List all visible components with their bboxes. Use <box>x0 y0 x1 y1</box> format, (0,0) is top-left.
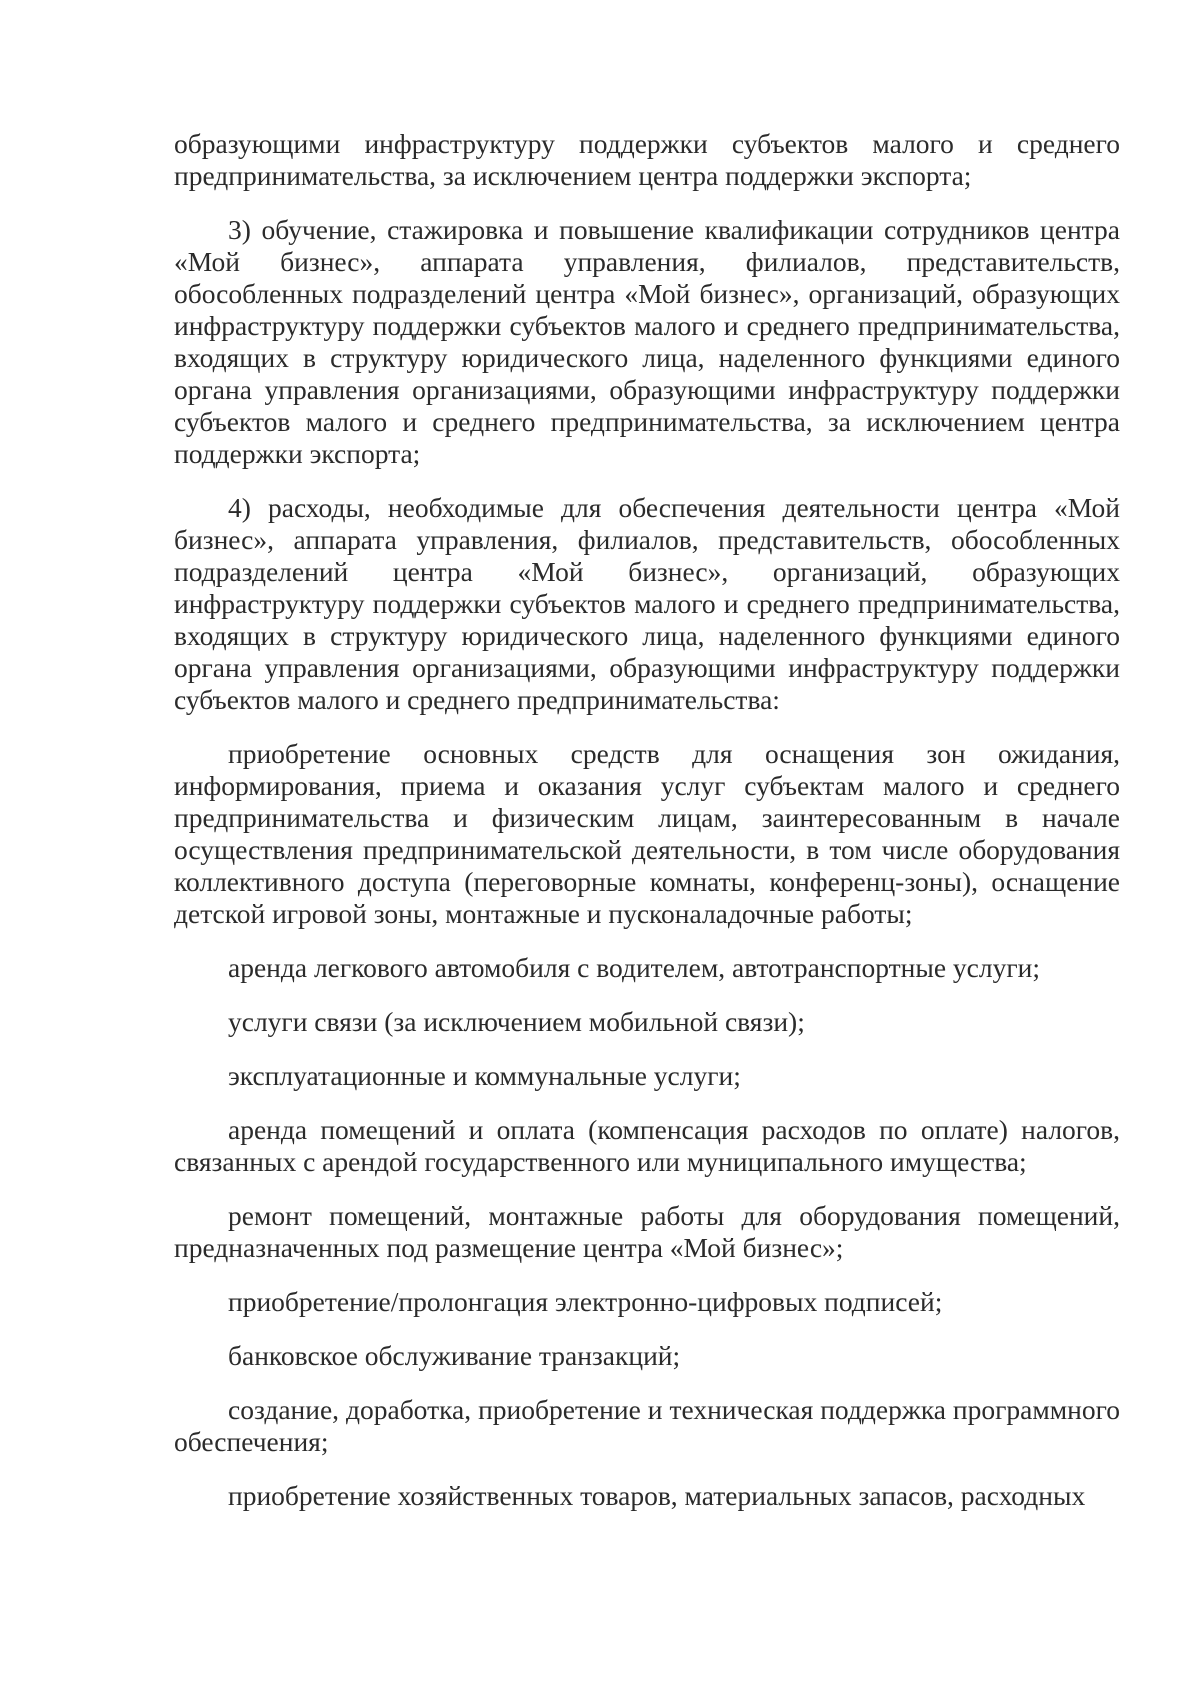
paragraph-item-3-training: 3) обучение, стажировка и повышение квалификации сотрудников центра «Мой бизнес», аппарата управления, филиалов, представительств, обособленных подразделений центра «Мой бизнес», организаций, образующих инфраструктуру поддержки субъектов малого и среднего предпринимательства, входящих в структуру юридического лица, наделенного функциями единого органа управления организациями, образующими инфраструктуру поддержки субъектов малого и среднего предпринимательства, за исключением центра поддержки экспорта; <box>174 214 1120 469</box>
paragraph-car-rental: аренда легкового автомобиля с водителем, автотранспортные услуги; <box>228 952 1040 983</box>
paragraph-utilities: эксплуатационные и коммунальные услуги; <box>228 1060 741 1091</box>
paragraph-item-4-expenses: 4) расходы, необходимые для обеспечения деятельности центра «Мой бизнес», аппарата управления, филиалов, представительств, обособленных подразделений центра «Мой бизнес», организаций, образующих инфраструктуру поддержки субъектов малого и среднего предпринимательства, входящих в структуру юридического лица, наделенного функциями единого органа управления организациями, образующими инфраструктуру поддержки субъектов малого и среднего предпринимательства: <box>174 492 1120 715</box>
paragraph-communication: услуги связи (за исключением мобильной связи); <box>228 1006 805 1037</box>
paragraph-banking: банковское обслуживание транзакций; <box>228 1340 681 1371</box>
paragraph-software: создание, доработка, приобретение и техническая поддержка программного обеспечения; <box>174 1394 1120 1457</box>
paragraph-household-goods: приобретение хозяйственных товаров, материальных запасов, расходных <box>228 1480 1086 1511</box>
paragraph-continuation: образующими инфраструктуру поддержки субъектов малого и среднего предпринимательства, за исключением центра поддержки экспорта; <box>174 128 1120 191</box>
paragraph-digital-signatures: приобретение/пролонгация электронно-цифровых подписей; <box>228 1286 943 1317</box>
document-body <box>174 128 1120 1512</box>
paragraph-premises-rent: аренда помещений и оплата (компенсация расходов по оплате) налогов, связанных с арендой государственного или муниципального имущества; <box>174 1114 1120 1177</box>
paragraph-premises-repair: ремонт помещений, монтажные работы для оборудования помещений, предназначенных под размещение центра «Мой бизнес»; <box>174 1200 1120 1263</box>
paragraph-fixed-assets: приобретение основных средств для оснащения зон ожидания, информирования, приема и оказания услуг субъектам малого и среднего предпринимательства и физическим лицам, заинтересованным в начале осуществления предпринимательской деятельности, в том числе оборудования коллективного доступа (переговорные комнаты, конференц-зоны), оснащение детской игровой зоны, монтажные и пусконаладочные работы; <box>174 738 1120 929</box>
